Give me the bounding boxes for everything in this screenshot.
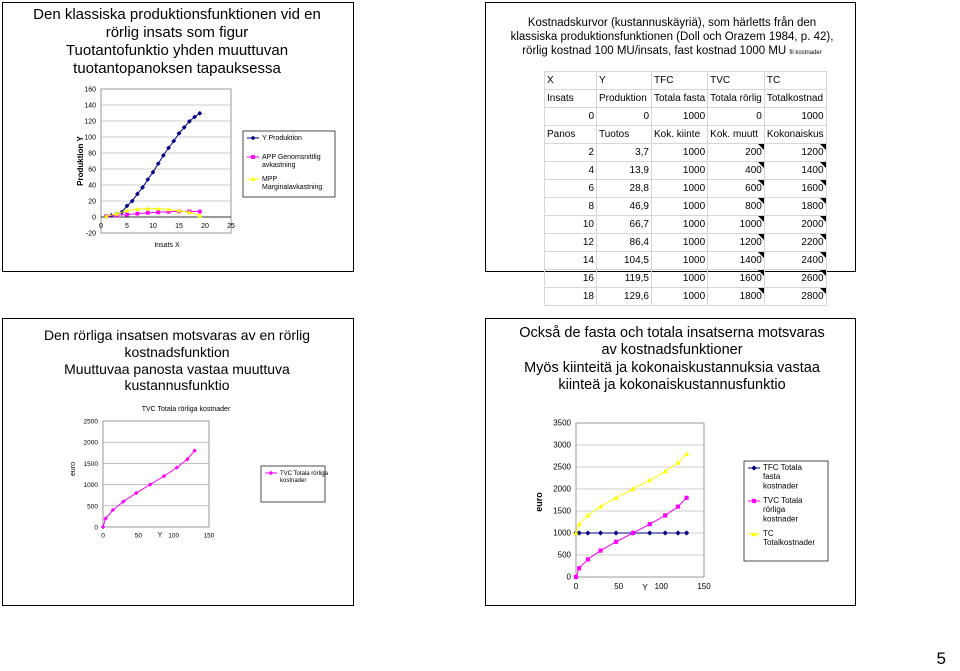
- y-tick-label: 1500: [83, 460, 98, 468]
- comment-marker-icon: [820, 180, 826, 186]
- data-point: [146, 211, 150, 215]
- y-tick-label: 2500: [553, 462, 571, 472]
- data-point: [598, 549, 602, 553]
- table-cell: 12: [545, 234, 597, 252]
- title-line: rörlig insats som figur: [105, 24, 249, 41]
- legend-label: Marginalavkastning: [262, 184, 323, 192]
- chart-production-function: [3, 81, 353, 271]
- title-line: Tuotantofunktio yhden muuttuvan: [65, 42, 289, 59]
- table-cell: 1200: [764, 144, 826, 162]
- table-cell: 129,6: [597, 288, 652, 306]
- table-header-row: [545, 90, 827, 108]
- comment-marker-icon: [820, 162, 826, 168]
- y-tick-label: 140: [84, 102, 96, 110]
- table-row: [545, 108, 827, 126]
- table-row: [545, 216, 827, 234]
- table-cell: 1000: [652, 288, 708, 306]
- legend-label: Y Produktion: [262, 135, 302, 142]
- data-point: [125, 213, 129, 217]
- y-tick-label: 60: [88, 166, 96, 174]
- legend-label: TC: [763, 529, 774, 538]
- table-cell: 0: [708, 108, 765, 126]
- x-axis-label: Y: [642, 583, 648, 592]
- y-tick-label: 160: [84, 86, 96, 94]
- table-row: [545, 162, 827, 180]
- data-point: [685, 496, 689, 500]
- table-row: [545, 234, 827, 252]
- table-row: [545, 180, 827, 198]
- table-cell: 1200: [708, 234, 765, 252]
- legend-label: kostnader: [763, 514, 799, 524]
- table-row: [545, 270, 827, 288]
- table-cell: Insats: [545, 90, 597, 108]
- y-tick-label: 2000: [553, 484, 571, 494]
- table-cell: 2000: [764, 216, 826, 234]
- x-tick-label: 0: [573, 582, 579, 591]
- x-tick-label: 100: [654, 582, 669, 591]
- title-line: Muuttuvaa panosta vastaa muuttuva: [64, 360, 290, 377]
- title-line: kostnadsfunktion: [124, 343, 230, 360]
- legend-label: fasta: [763, 472, 781, 482]
- table-cell: 1000: [652, 270, 708, 288]
- slide-2: [485, 2, 856, 302]
- comment-marker-icon: [758, 252, 764, 258]
- legend-label: kostnader: [280, 477, 307, 484]
- y-tick-label: 3500: [553, 418, 571, 428]
- table-cell: 4: [545, 162, 597, 180]
- table-cell: 1000: [652, 144, 708, 162]
- table-header-row: [545, 126, 827, 144]
- x-tick-label: 0: [101, 532, 105, 540]
- legend-label: TFC Totala: [763, 463, 802, 472]
- comment-marker-icon: [758, 180, 764, 186]
- table-cell: Totala rörlig: [708, 90, 765, 108]
- title-line: rörlig kostnad 100 MU/insats, fast kostnad 1000 MU fil kostnader: [522, 44, 822, 57]
- y-tick-label: 0: [566, 572, 571, 582]
- comment-marker-icon: [758, 288, 764, 294]
- table-cell: 2: [545, 144, 597, 162]
- x-tick-label: 150: [203, 532, 215, 540]
- y-tick-label: 1000: [83, 482, 98, 490]
- title-line: kustannusfunktio: [124, 377, 230, 394]
- table-cell: 13,9: [597, 162, 652, 180]
- table-cell: 1000: [652, 162, 708, 180]
- table-cell: 1600: [764, 180, 826, 198]
- x-axis-label: Y: [157, 532, 163, 539]
- comment-marker-icon: [758, 216, 764, 222]
- y-tick-label: -20: [85, 230, 96, 238]
- y-axis-label: Produktion Y: [76, 136, 85, 186]
- table-note: fil kostnader: [789, 49, 822, 56]
- x-tick-label: 20: [201, 223, 209, 230]
- legend-label: TVC Totala rörliga: [280, 471, 328, 477]
- table-cell: 1800: [764, 198, 826, 216]
- table-cell: Totalkostnad: [764, 90, 826, 108]
- table-cell: 14: [545, 252, 597, 270]
- legend-label: rörliga: [763, 505, 786, 515]
- data-point: [676, 505, 680, 509]
- legend-label: TVC Totala: [763, 496, 803, 505]
- comment-marker-icon: [758, 234, 764, 240]
- x-tick-label: 0: [99, 223, 103, 230]
- y-tick-label: 500: [557, 550, 571, 560]
- chart-total-variable-cost: [3, 399, 353, 604]
- y-axis-label: euro: [534, 492, 544, 512]
- table-row: [545, 144, 827, 162]
- table-cell: 2400: [764, 252, 826, 270]
- table-cell: 1000: [652, 108, 708, 126]
- table-cell: TC: [764, 72, 826, 90]
- comment-marker-icon: [820, 198, 826, 204]
- title-line: kiinteä ja kokonaiskustannusfunktio: [558, 377, 786, 394]
- table-cell: 0: [597, 108, 652, 126]
- title-line: Myös kiinteitä ja kokonaiskustannuksia vastaa: [524, 359, 820, 376]
- y-tick-label: 40: [88, 182, 96, 190]
- data-point: [135, 212, 139, 216]
- legend-label: APP Genomsnittlig: [262, 154, 321, 161]
- table-cell: Y: [597, 72, 652, 90]
- comment-marker-icon: [758, 144, 764, 150]
- table-cell: Produktion: [597, 90, 652, 108]
- slide-1: [2, 2, 354, 272]
- comment-marker-icon: [820, 144, 826, 150]
- data-point: [614, 540, 618, 544]
- legend-label: avkastning: [262, 162, 296, 170]
- y-tick-label: 120: [84, 118, 96, 126]
- data-point: [663, 513, 667, 517]
- data-point: [198, 210, 202, 214]
- title-line: tuotantopanoksen tapauksessa: [73, 60, 281, 77]
- comment-marker-icon: [820, 252, 826, 258]
- plot-area: [103, 421, 209, 527]
- y-axis-label: euro: [70, 461, 77, 477]
- table-cell: X: [545, 72, 597, 90]
- table-cell: 1600: [708, 270, 765, 288]
- table-cell: Kok. kiinte: [652, 126, 708, 144]
- comment-marker-icon: [820, 216, 826, 222]
- x-tick-label: 150: [697, 582, 711, 591]
- table-header-row: [545, 72, 827, 90]
- table-cell: Totala fasta: [652, 90, 708, 108]
- table-cell: 1000: [764, 108, 826, 126]
- data-point: [752, 499, 756, 503]
- data-point: [156, 210, 160, 214]
- table-cell: 1400: [708, 252, 765, 270]
- table-cell: Tuotos: [597, 126, 652, 144]
- x-axis-label: Insats X: [154, 242, 180, 249]
- page-number: 5: [936, 649, 946, 668]
- comment-marker-icon: [758, 270, 764, 276]
- y-tick-label: 1500: [553, 506, 571, 516]
- table-cell: TFC: [652, 72, 708, 90]
- data-point: [586, 557, 590, 561]
- x-tick-label: 15: [175, 223, 183, 230]
- table-cell: 200: [708, 144, 765, 162]
- comment-marker-icon: [820, 234, 826, 240]
- table-cell: 1000: [652, 252, 708, 270]
- legend-label: Totalkostnader: [763, 538, 816, 548]
- table-cell: 10: [545, 216, 597, 234]
- slide-4-title: [490, 325, 854, 395]
- y-tick-label: 100: [84, 134, 96, 142]
- table-cell: 0: [545, 108, 597, 126]
- y-tick-label: 1000: [553, 528, 571, 538]
- data-point: [251, 155, 255, 159]
- slide-1-title: [7, 6, 347, 78]
- table-cell: 800: [708, 198, 765, 216]
- table-cell: 1400: [764, 162, 826, 180]
- table-cell: TVC: [708, 72, 765, 90]
- y-tick-label: 2500: [83, 418, 98, 426]
- table-cell: 2600: [764, 270, 826, 288]
- y-tick-label: 3000: [553, 440, 571, 450]
- table-cell: 1800: [708, 288, 765, 306]
- y-tick-label: 500: [87, 503, 98, 511]
- slide-4: [485, 318, 856, 606]
- table-cell: 400: [708, 162, 765, 180]
- table-cell: 600: [708, 180, 765, 198]
- x-tick-label: 10: [149, 223, 157, 230]
- data-point: [631, 531, 635, 535]
- x-tick-label: 50: [614, 582, 624, 591]
- comment-marker-icon: [820, 270, 826, 276]
- table-cell: 1000: [652, 234, 708, 252]
- x-tick-label: 50: [134, 532, 142, 540]
- cost-table: [544, 71, 827, 306]
- y-tick-label: 0: [94, 524, 98, 532]
- chart-title: TVC Totala rörliga kostnader: [141, 406, 231, 413]
- data-point: [574, 575, 578, 579]
- table-cell: 66,7: [597, 216, 652, 234]
- legend-label: kostnader: [763, 481, 799, 491]
- title-line: Den rörliga insatsen motsvaras av en rörlig: [43, 327, 311, 343]
- slide-3: [2, 318, 354, 606]
- table-cell: 2200: [764, 234, 826, 252]
- table-cell: 104,5: [597, 252, 652, 270]
- title-line: Den klassiska produktionsfunktionen vid en: [33, 6, 321, 23]
- comment-marker-icon: [820, 288, 826, 294]
- table-cell: 1000: [708, 216, 765, 234]
- table-cell: Panos: [545, 126, 597, 144]
- table-cell: 86,4: [597, 234, 652, 252]
- table-cell: 1000: [652, 180, 708, 198]
- table-cell: 119,5: [597, 270, 652, 288]
- table-cell: 8: [545, 198, 597, 216]
- table-cell: Kok. muutt: [708, 126, 765, 144]
- slide-2-title: [490, 17, 854, 58]
- table-cell: Kokonaiskus: [764, 126, 826, 144]
- title-line: Kostnadskurvor (kustannuskäyriä), som härletts från den: [527, 17, 817, 29]
- table-row: [545, 252, 827, 270]
- table-cell: 6: [545, 180, 597, 198]
- y-tick-label: 2000: [83, 439, 98, 447]
- legend-label: MPP: [262, 176, 278, 183]
- table-cell: 3,7: [597, 144, 652, 162]
- chart-cost-functions: [486, 407, 856, 605]
- table-cell: 16: [545, 270, 597, 288]
- data-point: [648, 522, 652, 526]
- table-cell: 28,8: [597, 180, 652, 198]
- table-cell: 18: [545, 288, 597, 306]
- y-tick-label: 80: [88, 150, 96, 158]
- title-line: Också de fasta och totala insatserna motsvaras: [519, 325, 825, 341]
- comment-marker-icon: [758, 198, 764, 204]
- title-line: av kostnadsfunktioner: [601, 342, 743, 359]
- x-tick-label: 25: [227, 223, 235, 230]
- table-row: [545, 198, 827, 216]
- table-cell: 1000: [652, 216, 708, 234]
- slide-3-title: [7, 327, 347, 394]
- y-tick-label: 20: [88, 198, 96, 206]
- table-row: [545, 288, 827, 306]
- y-tick-label: 0: [92, 214, 96, 222]
- x-tick-label: 5: [125, 223, 129, 230]
- table-cell: 46,9: [597, 198, 652, 216]
- title-line: klassiska produktionsfunktionen (Doll och Orazem 1984, p. 42),: [510, 30, 834, 43]
- table-cell: 1000: [652, 198, 708, 216]
- comment-marker-icon: [758, 162, 764, 168]
- data-point: [577, 566, 581, 570]
- table-cell: 2800: [764, 288, 826, 306]
- x-tick-label: 100: [168, 532, 180, 540]
